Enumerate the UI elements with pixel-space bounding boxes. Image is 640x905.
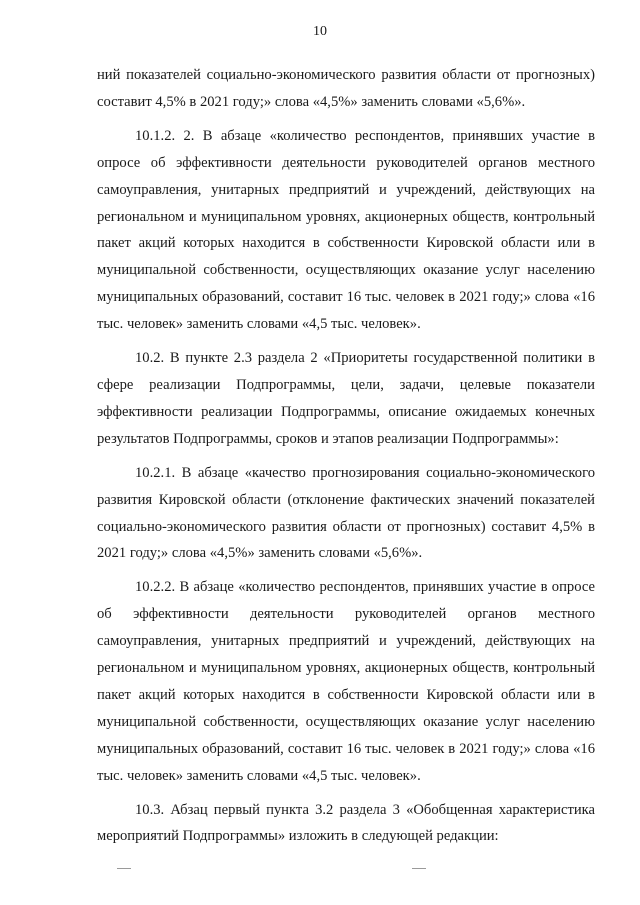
paragraph-10-3: 10.3. Абзац первый пункта 3.2 раздела 3 «Обобщенная характеристика мероприятий Подпрограммы» изложить в следующей редакции:	[97, 801, 595, 845]
scan-mark-right	[412, 868, 426, 869]
paragraph-10-2-1: 10.2.1. В абзаце «качество прогнозирования социально-экономического развития Кировской области (отклонение фактических значений показателей социально-экономического развития области от прогнозных) составит 4,5% в 2021 году;» слова «4,5%» заменить словами «5,6%».	[97, 464, 595, 562]
paragraph-10-2: 10.2. В пункте 2.3 раздела 2 «Приоритеты государственной политики в сфере реализации Подпрограммы, цели, задачи, целевые показатели эффективности реализации Подпрограммы, описание ожидаемых конечных результатов Подпрограммы, сроков и этапов реализации Подпрограммы»:	[97, 350, 595, 447]
scan-mark-left	[117, 868, 131, 869]
document-body	[97, 62, 595, 850]
paragraph-continuation: ний показателей социально-экономического развития области от прогнозных) составит 4,5% в 2021 году;» слова «4,5%» заменить словами «5,6%».	[97, 67, 595, 110]
paragraph-10-2-2: 10.2.2. В абзаце «количество респондентов, принявших участие в опросе об эффективности деятельности руководителей органов местного самоуправления, унитарных предприятий и учреждений, действующих на региональном и муниципальном уровнях, акционерных обществ, контрольный пакет акций которых находится в собственности Кировской области или в муниципальной собственности, осуществляющих оказание услуг населению муниципальных образований, составит 16 тыс. человек в 2021 году;» слова «16 тыс. человек» заменить словами «4,5 тыс. человек».	[97, 579, 595, 784]
page-number: 10	[313, 24, 327, 39]
paragraph-10-1-2-2: 10.1.2. 2. В абзаце «количество респондентов, принявших участие в опросе об эффективности деятельности руководителей органов местного самоуправления, унитарных предприятий и учреждений, действующих на региональном и муниципальном уровнях, акционерных обществ, контрольный пакет акций которых находится в собственности Кировской области или в муниципальной собственности, осуществляющих оказание услуг населению муниципальных образований, составит 16 тыс. человек в 2021 году;» слова «16 тыс. человек» заменить словами «4,5 тыс. человек».	[97, 127, 595, 333]
